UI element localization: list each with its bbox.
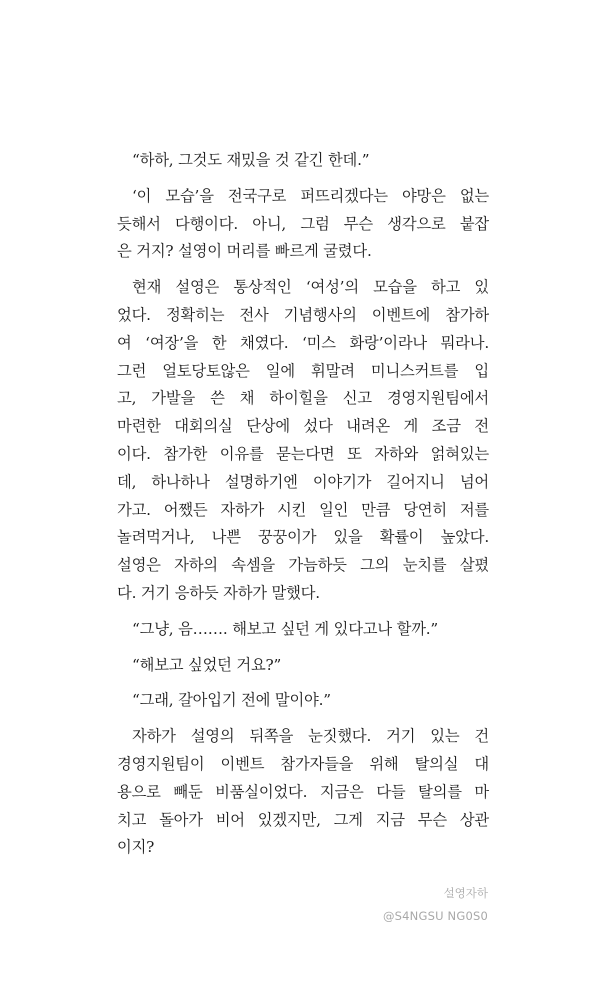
text-line: ‘이 모습’을 전국구로 퍼뜨리겠다는 야망은 없는 [132, 186, 489, 205]
dialogue-paragraph [117, 652, 489, 680]
dialogue-paragraph [117, 687, 489, 715]
text-line: “그래, 갈아입기 전에 말이야.” [132, 691, 331, 710]
credit-handle: @S4NGSU NG0S0 [382, 909, 488, 923]
text-line: 가고. 어쨌든 자하가 시킨 일인 만큼 당연히 저를 [117, 500, 489, 519]
text-line: 그런 얼토당토않은 일에 휘말려 미니스커트를 입 [117, 361, 489, 380]
narration-paragraph [117, 274, 489, 608]
text-line: 마련한 대회의실 단상에 섰다 내려온 게 조금 전 [117, 417, 489, 436]
text-line: 놀려먹거나, 나쁜 꿍꿍이가 있을 확률이 높았다. [117, 528, 489, 547]
text-line: 은 거지? 설영이 머리를 빠르게 굴렸다. [117, 242, 372, 261]
text-line: 경영지원팀이 이벤트 참가자들을 위해 탈의실 대 [117, 754, 489, 773]
text-line: 듯해서 다행이다. 아니, 그럼 무슨 생각으로 붙잡 [117, 214, 489, 233]
text-line: 여 ‘여장’을 한 채였다. ‘미스 화랑’이라나 뭐라나. [117, 333, 489, 352]
narration-paragraph [117, 723, 489, 862]
dialogue-paragraph [117, 616, 489, 644]
text-line: 설영은 자하의 속셈을 가늠하듯 그의 눈치를 살폈 [117, 556, 489, 575]
credit-name: 설영자하 [443, 886, 488, 900]
text-line: 다. 거기 응하듯 자하가 말했다. [117, 583, 320, 602]
text-line: 이지? [117, 838, 155, 857]
narration-paragraph [117, 183, 489, 266]
text-line: “해보고 싶었던 거요?” [132, 655, 282, 674]
text-line: 었다. 정확히는 전사 기념행사의 이벤트에 참가하 [117, 305, 489, 324]
text-line: 고, 가발을 쓴 채 하이힐을 신고 경영지원팀에서 [117, 389, 489, 408]
body-text [117, 147, 489, 870]
text-line: “하하, 그것도 재밌을 것 같긴 한데.” [132, 151, 370, 169]
text-line: “그냥, 음……. 해보고 싶던 게 있다고나 할까.” [132, 619, 439, 638]
text-line: 이다. 참가한 이유를 묻는다면 또 자하와 얽혀있는 [117, 444, 489, 463]
dialogue-paragraph [117, 147, 489, 175]
text-line: 용으로 빼둔 비품실이었다. 지금은 다들 탈의를 마 [117, 782, 489, 801]
text-line: 데, 하나하나 설명하기엔 이야기가 길어지니 넘어 [117, 472, 489, 491]
text-line: 자하가 설영의 뒤쪽을 눈짓했다. 거기 있는 건 [132, 727, 489, 746]
text-line: 치고 돌아가 비어 있겠지만, 그게 지금 무슨 상관 [117, 810, 489, 829]
text-line: 현재 설영은 통상적인 ‘여성’의 모습을 하고 있 [132, 278, 489, 297]
